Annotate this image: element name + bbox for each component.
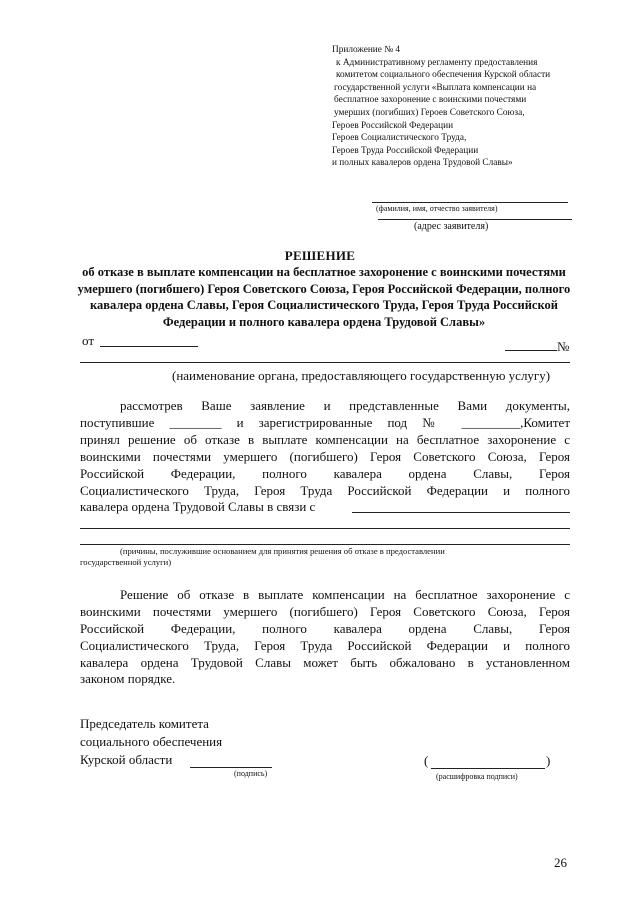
applicant-name-line[interactable] — [372, 202, 568, 203]
applicant-address-line[interactable] — [378, 219, 572, 220]
decode-open-paren: ( — [424, 753, 429, 768]
body1-line: рассмотрев Ваше заявление и представленные Вами документы, — [120, 398, 570, 413]
body2-line: Социалистического Труда, Героя Труда Российской Федерации и полного — [80, 638, 570, 653]
annex-line: бесплатное захоронение с воинскими почестями — [334, 95, 527, 106]
signature-decode-caption: (расшифровка подписи) — [436, 772, 518, 781]
applicant-address-caption: (адрес заявителя) — [414, 221, 489, 232]
annex-line: умерших (погибших) Героев Советского Союза, — [334, 107, 525, 118]
signature-caption: (подпись) — [234, 769, 268, 778]
signatory-role: Председатель комитета — [80, 716, 209, 731]
signature-decode-line[interactable] — [431, 768, 545, 769]
body1-last-line: кавалера ордена Трудовой Славы в связи с — [80, 499, 316, 514]
reason-line[interactable] — [80, 544, 570, 545]
applicant-name-caption: (фамилия, имя, отчество заявителя) — [376, 204, 498, 213]
annex-line: комитетом социального обеспечения Курской области — [336, 70, 551, 81]
signatory-role: Курской области — [80, 752, 173, 767]
body1-line: поступившие ________ и зарегистрированные под № _________,Комитет — [80, 415, 570, 430]
annex-line: и полных кавалеров ордена Трудовой Славы» — [332, 158, 513, 169]
decode-close-paren: ) — [546, 753, 551, 768]
number-field[interactable] — [505, 350, 557, 351]
body2-line: кавалера ордена Трудовой Славы может быть обжаловано в установленном — [80, 655, 570, 670]
body2-line: воинскими почестями умершего (погибшего) Героя Советского Союза, Героя — [80, 604, 570, 619]
body2-line: Российской Федерации, полного кавалера ордена Славы, Героя — [80, 621, 570, 636]
reason-line[interactable] — [80, 528, 570, 529]
organ-name-line[interactable] — [80, 362, 570, 363]
annex-line: к Административному регламенту предоставления — [336, 57, 538, 68]
annex-header — [330, 44, 580, 170]
decision-title: РЕШЕНИЕ — [284, 248, 356, 263]
reason-caption: государственной услуги) — [80, 557, 172, 567]
from-label: от — [82, 333, 95, 348]
organ-caption: (наименование органа, предоставляющего государственную услугу) — [172, 368, 551, 383]
body1-line: принял решение об отказе в выплате компенсации на бесплатное захоронение с — [80, 432, 570, 447]
body2-line: Решение об отказе в выплате компенсации на бесплатное захоронение с — [120, 587, 570, 602]
reason-line[interactable] — [352, 512, 570, 513]
annex-line: Героев Социалистического Труда, — [332, 133, 467, 144]
reason-caption: (причины, послужившие основанием для принятия решения об отказе в предоставлении — [120, 546, 445, 556]
number-label: № — [557, 339, 570, 354]
body2-last-line: законом порядке. — [80, 671, 176, 686]
signatory-role: социального обеспечения — [80, 734, 223, 749]
annex-line: Героев Российской Федерации — [332, 120, 454, 131]
page-number: 26 — [554, 855, 567, 870]
annex-line: Приложение № 4 — [332, 45, 401, 55]
body1-line: Российской Федерации, полного кавалера ордена Славы, Героя — [80, 466, 570, 481]
body1-line: воинскими почестями умершего (погибшего) Героя Советского Союза, Героя — [80, 449, 570, 464]
annex-line: Героев Труда Российской Федерации — [332, 145, 479, 156]
decision-subject: об отказе в выплате компенсации на бесплатное захоронение с воинскими почестями умершего (погибшего) Героя Советского Союза, Героя Российской Федерации, полного кавалера ордена Славы, Героя Социалистического Труда, Героя Труда Российской Федерации и полного кавалера ордена Трудовой Славы» — [77, 265, 571, 329]
annex-line: государственной услуги «Выплата компенсации на — [334, 82, 537, 93]
body1-line: Социалистического Труда, Героя Труда Российской Федерации и полного — [80, 483, 570, 498]
date-field[interactable] — [100, 346, 198, 347]
signature-line[interactable] — [190, 767, 272, 768]
